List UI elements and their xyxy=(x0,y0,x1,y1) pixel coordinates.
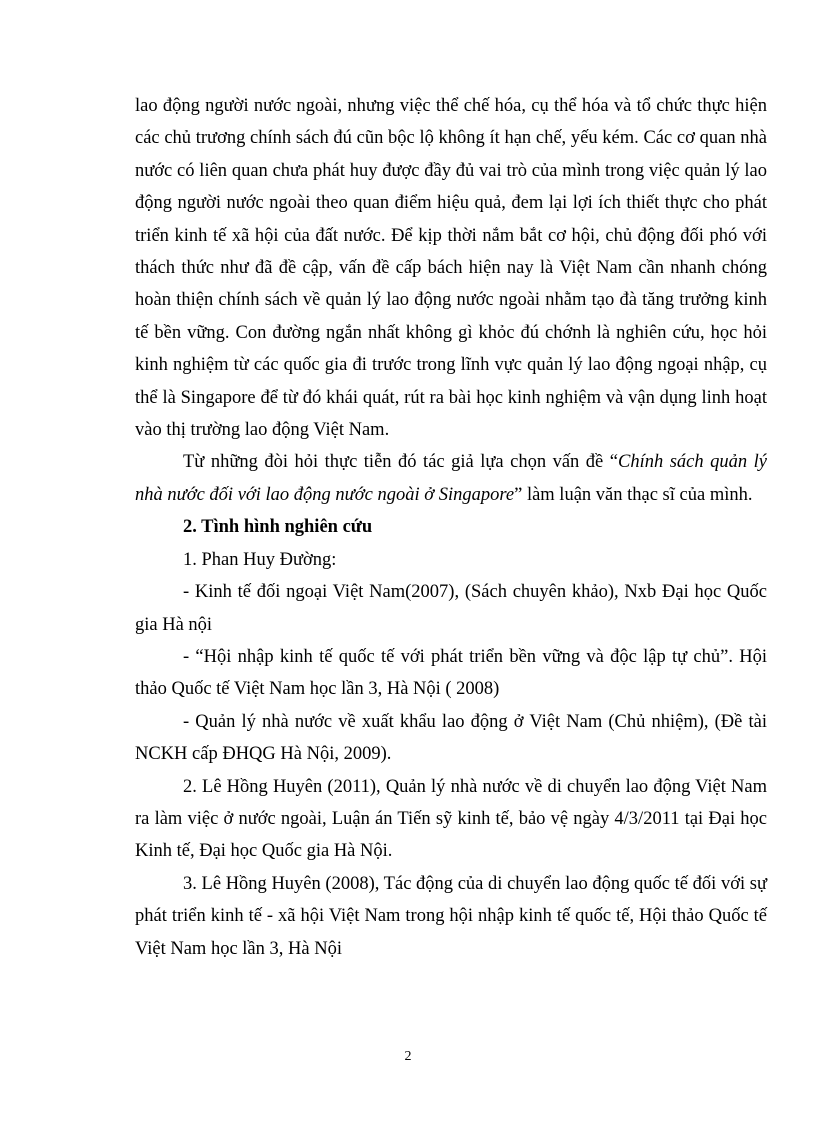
section-heading: 2. Tình hình nghiên cứu xyxy=(183,517,373,538)
reference-item: - Kinh tế đối ngoại Việt Nam(2007), (Sách chuyên khảo), Nxb Đại học Quốc gia Hà nội xyxy=(135,582,767,635)
reference-author: 1. Phan Huy Đường: xyxy=(183,549,337,570)
body-paragraph: lao động người nước ngoài, nhưng việc thể chế hóa, cụ thể hóa và tổ chức thực hiện các chủ trương chính sách đú cũn bộc lộ không ít hạn chế, yếu kém. Các cơ quan nhà nước có liên quan chưa phát huy được đầy đủ vai trò của mình trong việc quản lý lao động người nước ngoài theo quan điểm hiệu quả, đem lại lợi ích thiết thực cho phát triển kinh tế xã hội của đất nước. Để kịp thời nắm bắt cơ hội, chủ động đối phó với thách thức như đã đề cập, vấn đề cấp bách hiện nay là Việt Nam cần nhanh chóng hoàn thiện chính sách về quản lý lao động nước ngoài nhằm tạo đà tăng trưởng kinh tế bền vững. Con đường ngắn nhất không gì khỏc đú chớnh là nghiên cứu, học hỏi kinh nghiệm từ các quốc gia đi trước trong lĩnh vực quản lý lao động ngoại nhập, cụ thể là Singapore để từ đó khái quát, rút ra bài học kinh nghiệm và vận dụng linh hoạt vào thị trường lao động Việt Nam. xyxy=(135,96,767,441)
page-body xyxy=(135,90,767,965)
reference-item: 3. Lê Hồng Huyên (2008), Tác động của di chuyển lao động quốc tế đối với sự phát triển kinh tế - xã hội Việt Nam trong hội nhập kinh tế quốc tế, Hội thảo Quốc tế Việt Nam học lần 3, Hà Nội xyxy=(135,873,767,959)
reference-item: - “Hội nhập kinh tế quốc tế với phát triển bền vững và độc lập tự chủ”. Hội thảo Quốc tế Việt Nam học lần 3, Hà Nội ( 2008) xyxy=(135,646,767,700)
page-number: 2 xyxy=(404,1049,412,1064)
reference-item: - Quản lý nhà nước về xuất khẩu lao động ở Việt Nam (Chủ nhiệm), (Đề tài NCKH cấp ĐHQG Hà Nội, 2009). xyxy=(135,711,767,765)
body-paragraph-topic-choice xyxy=(135,446,767,511)
topic-text-before: Từ những đòi hỏi thực tiễn đó tác giả lựa chọn vấn đề “ xyxy=(183,452,618,473)
reference-item: 2. Lê Hồng Huyên (2011), Quản lý nhà nước về di chuyển lao động Việt Nam ra làm việc ở nước ngoài, Luận án Tiến sỹ kinh tế, bảo vệ ngày 4/3/2011 tại Đại học Kinh tế, Đại học Quốc gia Hà Nội. xyxy=(135,776,767,862)
topic-text-after: ” làm luận văn thạc sĩ của mình. xyxy=(514,484,753,505)
thesis-title: Chính sách quản lý nhà nước đối với lao động nước ngoài ở Singapore xyxy=(135,452,767,505)
